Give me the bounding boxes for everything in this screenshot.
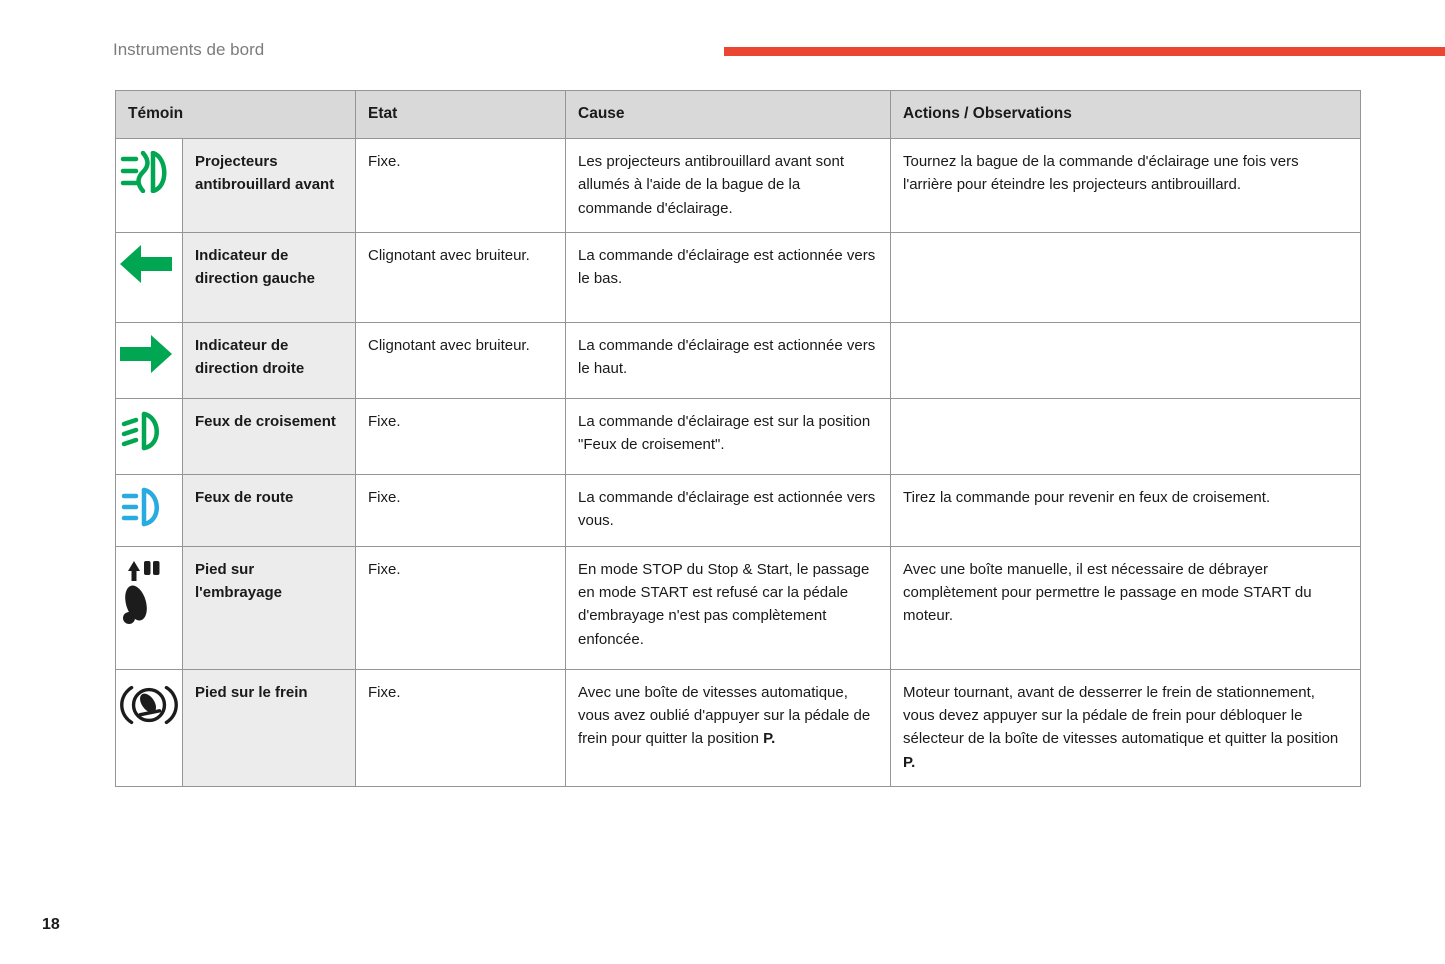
actions-cell (891, 232, 1361, 322)
temoin-icon-cell (116, 232, 183, 322)
temoin-name: Projecteurs antibrouillard avant (183, 139, 356, 233)
position-p-bold: P. (903, 753, 916, 771)
actions-cell: Avec une boîte manuelle, il est nécessaire de débrayer complètement pour permettre le passage en mode START du moteur. (891, 546, 1361, 669)
cause-cell: La commande d'éclairage est actionnée vers le haut. (566, 322, 891, 398)
temoin-icon-cell (116, 546, 183, 669)
etat-cell: Fixe. (356, 139, 566, 233)
table-row-right-indicator (116, 322, 1361, 398)
table-row-fog-lights (116, 139, 1361, 233)
table-row-left-indicator (116, 232, 1361, 322)
page-title: Instruments de bord (113, 40, 265, 59)
etat-cell: Fixe. (356, 398, 566, 474)
table-row-low-beam (116, 398, 1361, 474)
table-row-high-beam (116, 474, 1361, 546)
etat-cell: Clignotant avec bruiteur. (356, 232, 566, 322)
temoin-icon-cell (116, 139, 183, 233)
page-number: 18 (42, 916, 60, 933)
actions-cell (891, 669, 1361, 786)
table-row-brake (116, 669, 1361, 786)
table-row-clutch (116, 546, 1361, 669)
etat-cell: Fixe. (356, 474, 566, 546)
foot-on-brake-icon (120, 682, 178, 728)
front-fog-lights-icon (120, 151, 170, 193)
actions-text: Moteur tournant, avant de desserrer le frein de stationnement, vous devez appuyer sur la pédale de frein pour débloquer le sélecteur de la boîte de vitesses automatique et quitter la position (903, 683, 1339, 748)
right-turn-indicator-icon (120, 335, 172, 373)
warning-lights-table (115, 90, 1361, 787)
cause-cell: En mode STOP du Stop & Start, le passage en mode START est refusé car la pédale d'embrayage n'est pas complètement enfoncée. (566, 546, 891, 669)
actions-cell (891, 398, 1361, 474)
temoin-icon-cell (116, 669, 183, 786)
col-header-etat: Etat (356, 91, 566, 139)
etat-cell: Fixe. (356, 546, 566, 669)
temoin-name: Pied sur le frein (183, 669, 356, 786)
actions-cell (891, 322, 1361, 398)
foot-on-clutch-icon (120, 559, 160, 625)
temoin-name: Indicateur de direction droite (183, 322, 356, 398)
temoin-icon-cell (116, 474, 183, 546)
accent-bar (724, 47, 1445, 56)
col-header-actions: Actions / Observations (891, 91, 1361, 139)
table-header-row (116, 91, 1361, 139)
left-turn-indicator-icon (120, 245, 172, 283)
etat-cell: Fixe. (356, 669, 566, 786)
cause-cell (566, 669, 891, 786)
cause-cell: La commande d'éclairage est actionnée vers le bas. (566, 232, 891, 322)
cause-cell: La commande d'éclairage est actionnée vers vous. (566, 474, 891, 546)
cause-text: Avec une boîte de vitesses automatique, vous avez oublié d'appuyer sur la pédale de frein pour quitter la position (578, 683, 871, 748)
actions-cell: Tournez la bague de la commande d'éclairage une fois vers l'arrière pour éteindre les projecteurs antibrouillard. (891, 139, 1361, 233)
cause-cell: La commande d'éclairage est sur la position "Feux de croisement". (566, 398, 891, 474)
col-header-cause: Cause (566, 91, 891, 139)
temoin-icon-cell (116, 322, 183, 398)
high-beam-headlights-icon (120, 487, 168, 527)
etat-cell: Clignotant avec bruiteur. (356, 322, 566, 398)
low-beam-headlights-icon (120, 411, 168, 451)
temoin-icon-cell (116, 398, 183, 474)
temoin-name: Feux de croisement (183, 398, 356, 474)
temoin-name: Indicateur de direction gauche (183, 232, 356, 322)
position-p-bold: P. (763, 730, 776, 748)
cause-cell: Les projecteurs antibrouillard avant sont allumés à l'aide de la bague de la commande d'éclairage. (566, 139, 891, 233)
temoin-name: Pied sur l'embrayage (183, 546, 356, 669)
actions-cell: Tirez la commande pour revenir en feux de croisement. (891, 474, 1361, 546)
temoin-name: Feux de route (183, 474, 356, 546)
col-header-temoin: Témoin (116, 91, 356, 139)
